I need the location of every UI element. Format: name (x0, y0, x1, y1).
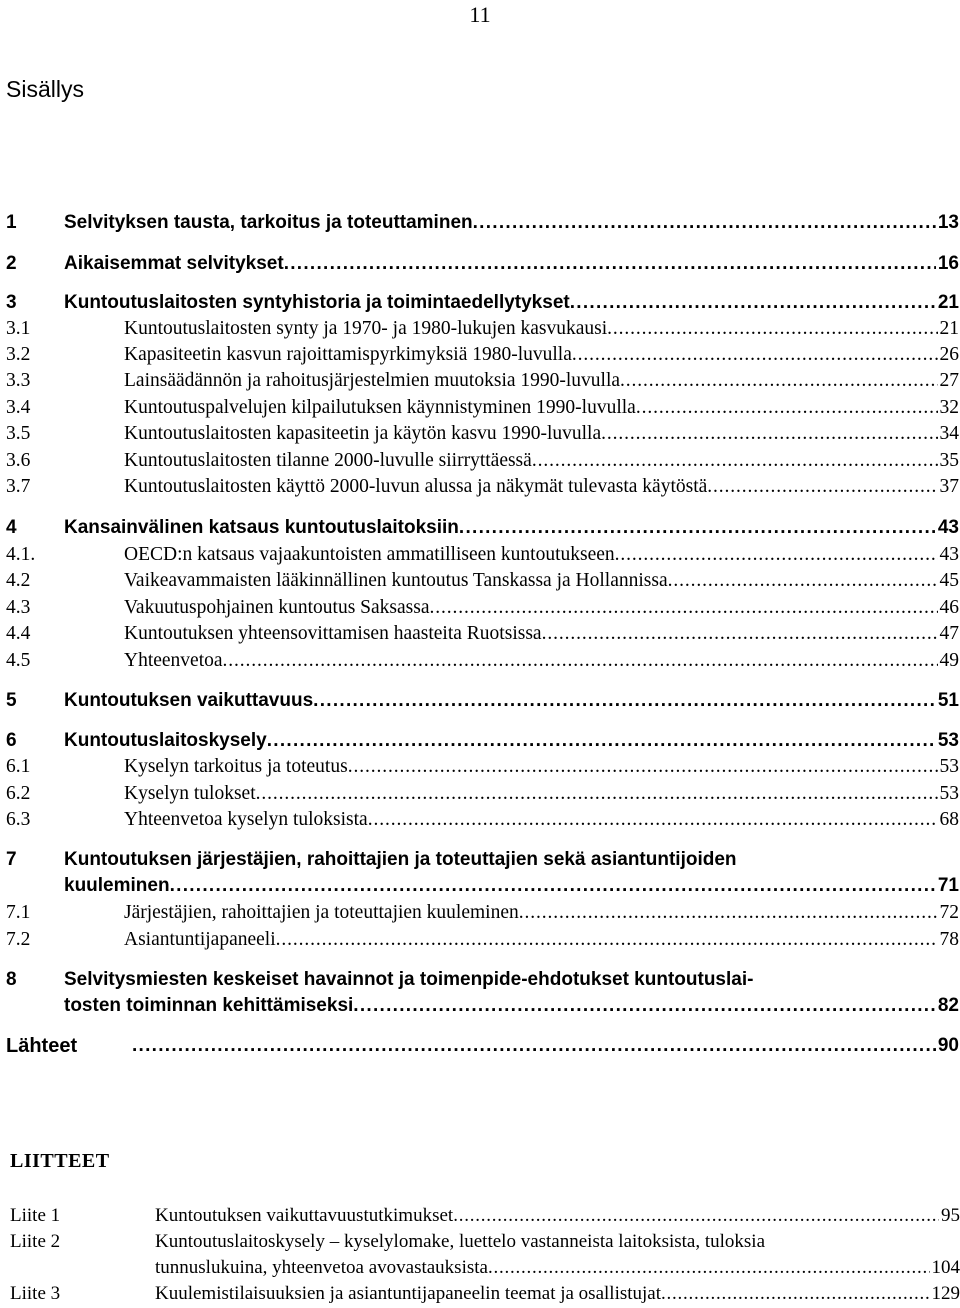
toc-entry-references[interactable] (6, 1033, 959, 1059)
toc-entry-8[interactable] (6, 967, 959, 993)
toc-entry-4-3[interactable] (6, 595, 959, 621)
page-number: 11 (469, 2, 491, 27)
dot-leader (132, 1033, 936, 1059)
dot-leader (429, 595, 937, 621)
toc-entry-8-cont[interactable] (6, 993, 959, 1019)
toc-number: 3.2 (6, 344, 31, 365)
dot-leader (707, 474, 937, 500)
toc-page: 53 (937, 730, 959, 751)
dot-leader (348, 754, 938, 780)
toc-entry-3-7[interactable] (6, 474, 959, 500)
dot-leader (636, 395, 938, 421)
dot-leader (572, 342, 938, 368)
toc-label: Kansainvälinen katsaus kuntoutuslaitoksiin (64, 517, 459, 538)
toc-page: 78 (939, 929, 959, 950)
toc-label: Kyselyn tulokset (124, 783, 256, 804)
dot-leader (170, 873, 936, 899)
toc-number: 4.3 (6, 597, 31, 618)
appendix-entry-1[interactable] (10, 1203, 960, 1229)
toc-number: 4 (6, 517, 17, 538)
dot-leader (223, 648, 938, 674)
toc-entry-6[interactable] (6, 728, 959, 754)
toc-page: 46 (939, 597, 959, 618)
toc-label: Järjestäjien, rahoittajien ja toteuttajien kuuleminen (124, 902, 519, 923)
toc-number: 6.2 (6, 783, 31, 804)
toc-page: 26 (939, 344, 959, 365)
toc-page: 53 (939, 756, 959, 777)
toc-entry-4[interactable] (6, 515, 959, 541)
toc-entry-7-cont[interactable] (6, 873, 959, 899)
toc-entry-3-4[interactable] (6, 395, 959, 421)
toc-label: Kuntoutuslaitosten syntyhistoria ja toimintaedellytykset (64, 292, 570, 313)
toc-label: Kuntoutuslaitoskysely (64, 730, 267, 751)
toc-label: Kuntoutuslaitosten käyttö 2000-luvun alussa ja näkymät tulevasta käytöstä (124, 476, 708, 497)
toc-number: 2 (6, 253, 17, 274)
toc-entry-7[interactable] (6, 847, 959, 873)
dot-leader (473, 210, 936, 236)
dot-leader (607, 316, 937, 342)
toc-entry-4-1[interactable] (6, 542, 959, 568)
toc-label: Lainsäädännön ja rahoitusjärjestelmien muutoksia 1990-luvulla (124, 370, 621, 391)
toc-number: 6.3 (6, 809, 31, 830)
toc-page: 34 (939, 423, 959, 444)
dot-leader (459, 515, 936, 541)
toc-label: Kuntoutuspalvelujen kilpailutuksen käynnistyminen 1990-luvulla (124, 397, 636, 418)
dot-leader (313, 688, 936, 714)
toc-number: 7.1 (6, 902, 31, 923)
dot-leader (488, 1255, 930, 1281)
toc-entry-7-2[interactable] (6, 927, 959, 953)
toc-label: Asiantuntijapaneeli (124, 929, 276, 950)
appendix-number: Liite 1 (10, 1205, 61, 1226)
dot-leader (620, 368, 937, 394)
page-title: Sisällys (6, 76, 84, 102)
toc-entry-6-3[interactable] (6, 807, 959, 833)
toc-label: Kuntoutuslaitosten tilanne 2000-luvulle siirryttäessä (124, 450, 532, 471)
toc-page: 47 (939, 623, 959, 644)
dot-leader (542, 621, 938, 647)
toc-page: 35 (939, 450, 959, 471)
dot-leader (284, 251, 936, 277)
toc-label: tosten toiminnan kehittämiseksi (64, 995, 354, 1016)
appendix-entry-3[interactable] (10, 1281, 960, 1307)
toc-entry-3[interactable] (6, 290, 959, 316)
appendix-label: Kuntoutuksen vaikuttavuustutkimukset (155, 1205, 454, 1226)
toc-entry-3-1[interactable] (6, 316, 959, 342)
toc-label: Vaikeavammaisten lääkinnällinen kuntoutus Tanskassa ja Hollannissa (124, 570, 668, 591)
toc-number: 5 (6, 690, 17, 711)
toc-entry-4-2[interactable] (6, 568, 959, 594)
toc-page: 72 (939, 902, 959, 923)
appendix-page: 129 (931, 1283, 960, 1304)
toc-entry-3-5[interactable] (6, 421, 959, 447)
toc-number: 4.5 (6, 650, 31, 671)
toc-page: 68 (939, 809, 959, 830)
appendix-label-line1: Kuntoutuslaitoskysely – kyselylomake, luettelo vastanneista laitoksista, tuloksia (155, 1231, 766, 1252)
toc-page: 16 (937, 253, 959, 274)
toc-page: 43 (939, 544, 959, 565)
toc-entry-5[interactable] (6, 688, 959, 714)
toc-label: Kuntoutuslaitosten synty ja 1970- ja 1980-lukujen kasvukausi (124, 318, 608, 339)
toc-label-line1: Kuntoutuksen järjestäjien, rahoittajien ja toteuttajien sekä asiantuntijoiden (64, 849, 737, 870)
toc-number: 6 (6, 730, 17, 751)
toc-number: 3.6 (6, 450, 31, 471)
dot-leader (276, 927, 938, 953)
dot-leader (267, 728, 936, 754)
toc-entry-1[interactable] (6, 210, 959, 236)
toc-number: 4.1. (6, 544, 36, 565)
appendices-heading: LIITTEET (10, 1150, 110, 1172)
toc-number: 3.1 (6, 318, 31, 339)
toc-label: Kapasiteetin kasvun rajoittamispyrkimyksiä 1980-luvulla (124, 344, 572, 365)
toc-number: 3.3 (6, 370, 31, 391)
toc-entry-3-6[interactable] (6, 448, 959, 474)
toc-label: Vakuutuspohjainen kuntoutus Saksassa (124, 597, 430, 618)
toc-number: 3.5 (6, 423, 31, 444)
toc-page: 82 (937, 995, 959, 1016)
dot-leader (668, 568, 938, 594)
dot-leader (601, 421, 937, 447)
toc-number: 7 (6, 849, 17, 870)
toc-label: Selvityksen tausta, tarkoitus ja toteuttaminen (64, 212, 473, 233)
appendix-page: 104 (931, 1257, 960, 1278)
dot-leader (353, 993, 936, 1019)
appendix-label: tunnuslukuina, yhteenvetoa avovastauksista (155, 1257, 488, 1278)
toc-entry-7-1[interactable] (6, 900, 959, 926)
appendix-page: 95 (941, 1205, 960, 1226)
toc-entry-3-3[interactable] (6, 368, 959, 394)
toc-number: 6.1 (6, 756, 31, 777)
toc-number: 8 (6, 969, 17, 990)
toc-number: 3 (6, 292, 17, 313)
references-label: Lähteet (6, 1035, 78, 1057)
toc-page: 32 (939, 397, 959, 418)
toc-page: 27 (939, 370, 959, 391)
toc-page: 90 (937, 1035, 959, 1056)
toc-label: OECD:n katsaus vajaakuntoisten ammatilliseen kuntoutukseen (124, 544, 615, 565)
toc-label: Aikaisemmat selvitykset (64, 253, 284, 274)
toc-entry-6-1[interactable] (6, 754, 959, 780)
toc-label: Yhteenvetoa (124, 650, 223, 671)
toc-page: 37 (939, 476, 959, 497)
appendix-number: Liite 2 (10, 1231, 61, 1252)
toc-page: 51 (937, 690, 959, 711)
appendix-number: Liite 3 (10, 1283, 61, 1304)
toc-label: Kuntoutuslaitosten kapasiteetin ja käytön kasvu 1990-luvulla (124, 423, 602, 444)
toc-page: 13 (937, 212, 959, 233)
toc-entry-6-2[interactable] (6, 781, 959, 807)
dot-leader (570, 290, 936, 316)
dot-leader (368, 807, 938, 833)
toc-number: 7.2 (6, 929, 31, 950)
toc-page: 21 (939, 318, 959, 339)
toc-entry-2[interactable] (6, 251, 959, 277)
dot-leader (532, 448, 938, 474)
toc-number: 4.4 (6, 623, 31, 644)
toc-number: 3.7 (6, 476, 31, 497)
appendix-label: Kuulemistilaisuuksien ja asiantuntijapaneelin teemat ja osallistujat (155, 1283, 662, 1304)
dot-leader (453, 1203, 939, 1229)
toc-label: Kuntoutuksen yhteensovittamisen haasteita Ruotsissa (124, 623, 542, 644)
toc-label: Kuntoutuksen vaikuttavuus (64, 690, 314, 711)
dot-leader (519, 900, 938, 926)
toc-number: 4.2 (6, 570, 31, 591)
toc-label: Kyselyn tarkoitus ja toteutus (124, 756, 348, 777)
toc-entry-4-4[interactable] (6, 621, 959, 647)
dot-leader (661, 1281, 929, 1307)
dot-leader (256, 781, 938, 807)
toc-page: 53 (939, 783, 959, 804)
toc-page: 71 (937, 875, 959, 896)
appendix-entry-2-cont[interactable] (10, 1255, 960, 1281)
toc-page: 49 (939, 650, 959, 671)
toc-label: kuuleminen (64, 875, 170, 896)
toc-page: 43 (937, 517, 959, 538)
toc-number: 3.4 (6, 397, 31, 418)
toc-entry-3-2[interactable] (6, 342, 959, 368)
toc-entry-4-5[interactable] (6, 648, 959, 674)
toc-label-line1: Selvitysmiesten keskeiset havainnot ja toimenpide-ehdotukset kuntoutuslai- (64, 969, 754, 990)
toc-number: 1 (6, 212, 17, 233)
toc-page: 21 (937, 292, 959, 313)
toc-label: Yhteenvetoa kyselyn tuloksista (124, 809, 368, 830)
toc-page: 45 (939, 570, 959, 591)
dot-leader (615, 542, 938, 568)
